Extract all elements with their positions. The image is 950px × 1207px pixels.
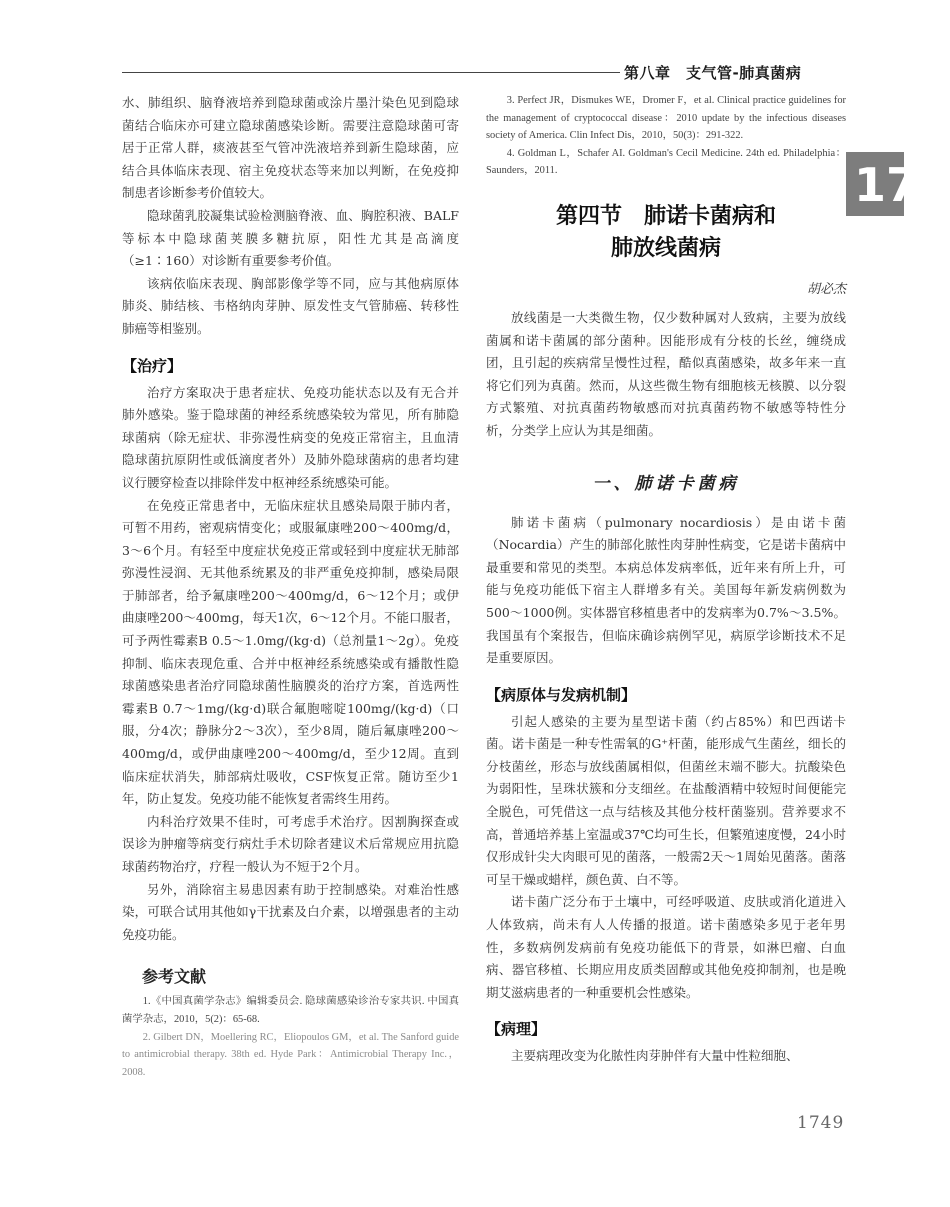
- reference-item: 4. Goldman L，Schafer AI. Goldman's Cecil Medicine. 24th ed. Philadelphia：Saunders，2011.: [486, 147, 846, 177]
- chapter-title: 第八章 支气管-肺真菌病: [624, 64, 802, 82]
- chapter-number: 17: [854, 158, 919, 212]
- pathogen-paragraph: 诺卡菌广泛分布于土壤中，可经呼吸道、皮肤或消化道进入人体致病，尚未有人人传播的报道。诺卡菌感染多见于老年男性，多数病例发病前有免疫功能低下的背景，如淋巴瘤、白血病、器官移植、长期应用皮质类固醇或其他免疫抑制剂，也是晚期艾滋病患者的一种重要机会性感染。: [486, 894, 846, 1000]
- treatment-paragraph: 另外，消除宿主易患因素有助于控制感染。对难治性感染，可联合试用其他如γ干扰素及白介素，以增强患者的主动免疫功能。: [122, 881, 459, 942]
- section-intro-paragraph: 放线菌是一大类微生物，仅少数种属对人致病，主要为放线菌属和诺卡菌属的部分菌种。因能形成有分枝的长丝，缠绕成团，且引起的疾病常呈慢性过程，酷似真菌感染，故多年来一直将它们列为真菌。然而，从这些微生物有细胞核无核膜、以分裂方式繁殖、对抗真菌药物敏感而对抗真菌药物不敏感等特性分析，分类学上应认为其是细菌。: [486, 309, 846, 438]
- page-number: 1749: [797, 1113, 845, 1133]
- reference-item: 2. Gilbert DN，Moellering RC，Eliopoulos GM，et al. The Sanford guide to antimicrobial therapy. 38th ed. Hyde Park：Antimicrobial Therapy Inc.，2008.: [122, 1031, 459, 1078]
- right-column: [486, 92, 846, 1068]
- pathology-heading: 【病理】: [486, 1020, 547, 1039]
- treatment-paragraph: 在免疫正常患者中，无临床症状且感染局限于肺内者，可暂不用药，密观病情变化；或服氟康唑200～400mg/d，3～6个月。有轻至中度症状免疫正常或轻到中度症状无肺部弥漫性浸润、无其他系统累及的非严重免疫抑制，感染局限于肺部者，给予氟康唑200～400mg/d，6～12个月；或伊曲康唑200～400mg，每天1次，6～12个月。不能口服者，可予两性霉素B 0.5～1.0mg/(kg·d)（总剂量1～2g）。免疫抑制、临床表现危重、合并中枢神经系统感染或有播散性隐球菌感染患者治疗同隐球菌性脑膜炎的治疗方案，首选两性霉素B 0.7～1mg/(kg·d)联合氟胞嘧啶100mg/(kg·d)（口服，分4次；静脉分2～3次），至少8周，随后氟康唑200～400mg/d，或伊曲康唑200～400mg/d，至少12周。直到临床症状消失，肺部病灶吸收，CSF恢复正常。随访至少1年，防止复发。免疫功能不能恢复者需终生用药。: [122, 497, 459, 807]
- left-column: [122, 92, 459, 1081]
- pathogen-heading: 【病原体与发病机制】: [486, 685, 637, 704]
- intro-paragraph: 隐球菌乳胶凝集试验检测脑脊液、血、胸腔积液、BALF等标本中隐球菌荚膜多糖抗原，阳性尤其是高滴度（≥1∶160）对诊断有重要参考价值。: [122, 207, 459, 269]
- references-title: 参考文献: [142, 967, 207, 987]
- treatment-heading: 【治疗】: [122, 356, 183, 375]
- nocardia-paragraph: 肺诺卡菌病（pulmonary nocardiosis）是由诺卡菌（Nocardia）产生的肺部化脓性肉芽肿性病变，它是诺卡菌病中最重要和常见的类型。本病总体发病率低，近年来有所上升，可能与免疫功能低下宿主人群增多有关。美国每年新发病例数为500～1000例。实体器官移植患者中的发病率为0.7%～3.5%。我国虽有个案报告，但临床确诊病例罕见，病原学诊断技术不足是重要原因。: [486, 514, 846, 666]
- reference-item: 1.《中国真菌学杂志》编辑委员会. 隐球菌感染诊治专家共识. 中国真菌学杂志，2010，5(2)：65-68.: [122, 996, 459, 1025]
- treatment-paragraph: 治疗方案取决于患者症状、免疫功能状态以及有无合并肺外感染。鉴于隐球菌的神经系统感染较为常见，所有肺隐球菌病（除无症状、非弥漫性病变的免疫正常宿主，且血清隐球菌抗原阴性或低滴度者外）及肺外隐球菌病的患者均建议行腰穿检查以排除伴发中枢神经系统感染可能。: [122, 384, 459, 490]
- header-rule: [122, 72, 620, 73]
- subsection-title: 一、肺诺卡菌病: [592, 473, 740, 494]
- section-title-line: 肺放线菌病: [610, 234, 721, 261]
- pathogen-paragraph: 引起人感染的主要为星型诺卡菌（约占85%）和巴西诺卡菌。诺卡菌是一种专性需氧的G⁺杆菌，能形成气生菌丝，细长的分枝菌丝，形态与放线菌属相似，但菌丝末端不膨大。抗酸染色为弱阳性，呈珠状簇和分支细丝。在盐酸酒精中较短时间便能完全脱色，可凭借这一点与结核及其他分枝杆菌鉴别。营养要求不高，普通培养基上室温或37℃均可生长，但繁殖速度慢，24小时仅形成针尖大肉眼可见的菌落，一般需2天～1周始见菌落。菌落可呈干燥或蜡样，颜色黄、白不等。: [486, 713, 846, 887]
- intro-paragraph: 水、肺组织、脑脊液培养到隐球菌或涂片墨汁染色见到隐球菌结合临床亦可建立隐球菌感染诊断。需要注意隐球菌可寄居于正常人群，痰液甚至气管冲洗液培养到新生隐球菌，应结合具体临床表现、宿主免疫状态等来加以判断，在免疫抑制患者诊断参考价值较大。: [122, 95, 459, 201]
- pathology-paragraph: 主要病理改变为化脓性肉芽肿伴有大量中性粒细胞、: [511, 1048, 799, 1064]
- author: 胡必杰: [806, 281, 846, 297]
- intro-paragraph: 该病依临床表现、胸部影像学等不同，应与其他病原体肺炎、肺结核、韦格纳肉芽肿、原发性支气管肺癌、转移性肺癌等相鉴别。: [122, 275, 459, 336]
- treatment-paragraph: 内科治疗效果不佳时，可考虑手术治疗。因割胸探查或误诊为肿瘤等病变行病灶手术切除者建议术后常规应用抗隐球菌药物治疗，疗程一般认为不短于2个月。: [122, 813, 459, 874]
- reference-item: 3. Perfect JR，Dismukes WE，Dromer F，et al. Clinical practice guidelines for the management of cryptococcal disease：2010 update by the infectious diseases society of America. Clin Infect Dis，2010，50(3)：291-322.: [486, 95, 846, 142]
- section-title-line: 第四节 肺诺卡菌病和: [555, 202, 776, 229]
- section-title: [486, 200, 846, 264]
